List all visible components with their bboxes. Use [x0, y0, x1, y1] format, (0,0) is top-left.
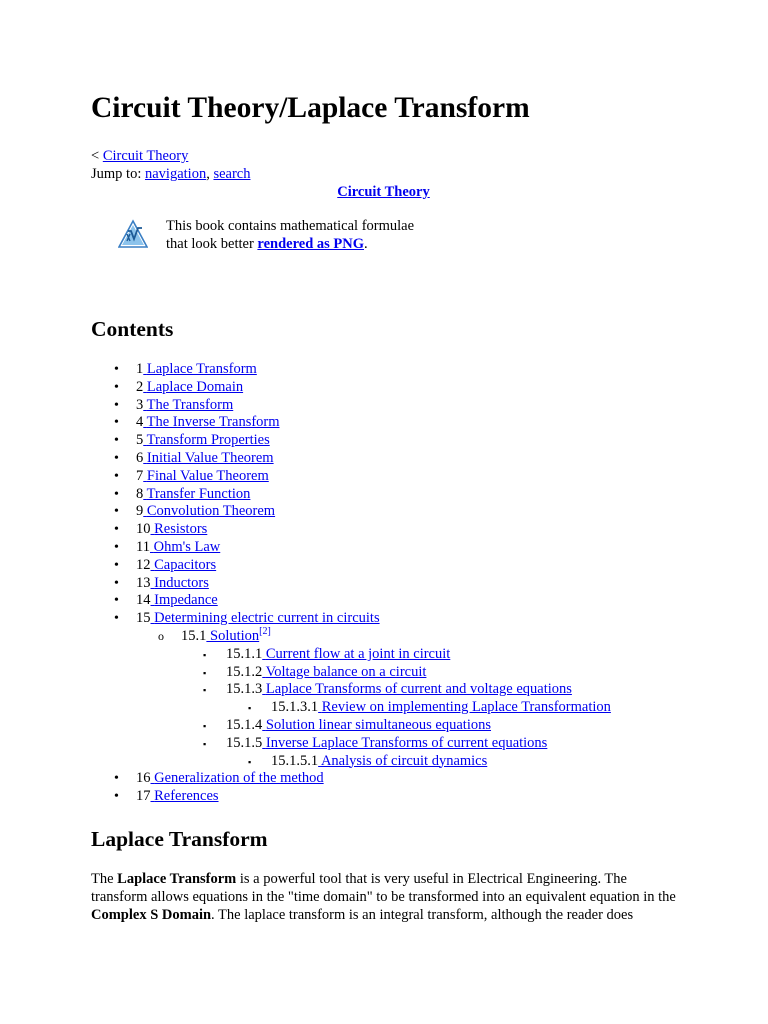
bullet-icon: •: [114, 415, 119, 431]
para-bold-laplace: Laplace Transform: [117, 871, 237, 887]
toc-number: 3: [136, 396, 144, 413]
table-of-contents: [91, 361, 611, 806]
toc-link-text: Solution linear simultaneous equations: [265, 716, 492, 733]
toc-number: 4: [136, 414, 144, 431]
toc-number: 5: [136, 432, 144, 449]
bullet-icon: ▪: [203, 649, 207, 660]
toc-number: 14: [136, 592, 151, 609]
toc-item: [91, 628, 611, 646]
toc-link-text: Final Value Theorem: [146, 467, 269, 484]
jump-label: Jump to:: [91, 166, 145, 182]
toc-item: [91, 717, 611, 735]
toc-link-text: Generalization of the method: [154, 770, 324, 787]
toc-number: 1: [136, 361, 144, 377]
intro-paragraph: [91, 870, 681, 924]
notice-line-2: [166, 235, 466, 253]
toc-link-text: Ohm's Law: [153, 538, 221, 555]
toc-link[interactable]: [262, 646, 450, 662]
bullet-icon: ▪: [203, 738, 207, 749]
breadcrumb-link[interactable]: Circuit Theory: [102, 148, 189, 164]
bullet-icon: •: [114, 468, 119, 484]
toc-item: [91, 699, 611, 717]
toc-link[interactable]: [143, 361, 257, 377]
bullet-icon: •: [114, 486, 119, 502]
toc-number: 15.1.1: [226, 645, 263, 662]
toc-link-text: The Inverse Transform: [146, 414, 280, 431]
toc-number: 16: [136, 770, 151, 787]
toc-link-text: Analysis of circuit dynamics: [320, 752, 488, 769]
section-heading: Laplace Transform: [91, 827, 268, 851]
toc-number: 2: [136, 378, 144, 395]
toc-link[interactable]: [151, 521, 208, 537]
toc-link[interactable]: [206, 628, 259, 644]
toc-number: 6: [136, 449, 144, 466]
toc-item: [91, 788, 611, 806]
toc-link[interactable]: [151, 557, 217, 573]
book-title: [91, 183, 676, 201]
toc-number: 17: [136, 788, 151, 805]
bullet-icon: ▪: [248, 756, 252, 767]
toc-link-text: Laplace Transforms of current and voltage equations: [265, 681, 572, 698]
breadcrumb: [91, 147, 188, 165]
toc-number: 15.1: [181, 627, 207, 644]
toc-number: 11: [136, 538, 150, 555]
toc-number: 15.1.4: [226, 716, 263, 733]
bullet-icon: ▪: [203, 720, 207, 731]
toc-link-text: Impedance: [154, 592, 218, 609]
toc-link[interactable]: [151, 770, 324, 786]
toc-link-text: The Transform: [146, 396, 234, 413]
bullet-icon: •: [114, 362, 119, 377]
notice-message: [166, 217, 466, 253]
bullet-icon: •: [114, 450, 119, 466]
bullet-icon: •: [114, 397, 119, 413]
toc-link[interactable]: [318, 699, 611, 715]
reference-superscript[interactable]: [2]: [259, 626, 271, 638]
toc-link-text: Convolution Theorem: [146, 503, 276, 520]
bullet-icon: •: [114, 504, 119, 520]
bullet-icon: •: [114, 593, 119, 609]
toc-link[interactable]: [262, 664, 426, 680]
toc-link-text: Laplace Transform: [146, 361, 257, 377]
toc-link[interactable]: [262, 681, 572, 697]
bullet-icon: •: [114, 575, 119, 591]
toc-item: [91, 503, 611, 521]
toc-number: 15.1.5: [226, 734, 263, 751]
toc-link-text: Transfer Function: [146, 485, 251, 502]
book-link[interactable]: Circuit Theory: [337, 184, 430, 200]
math-formula-icon: [118, 219, 148, 249]
toc-link-text: Voltage balance on a circuit: [265, 663, 427, 680]
toc-link[interactable]: [150, 539, 220, 555]
toc-link[interactable]: [262, 735, 547, 751]
bullet-icon: •: [114, 557, 119, 573]
toc-number: 15.1.2: [226, 663, 263, 680]
toc-link[interactable]: [318, 753, 487, 769]
bullet-icon: •: [114, 771, 119, 787]
toc-number: 12: [136, 556, 151, 573]
toc-link-text: Inverse Laplace Transforms of current equations: [265, 734, 548, 751]
toc-item: [91, 539, 611, 557]
toc-number: 15: [136, 610, 151, 627]
toc-link-text: Resistors: [154, 521, 208, 538]
toc-number: 15.1.3.1: [271, 699, 319, 716]
toc-link[interactable]: [143, 414, 279, 430]
bullet-icon: •: [114, 379, 119, 395]
toc-link-text: Capacitors: [154, 556, 217, 573]
jump-to: [91, 165, 250, 183]
toc-link[interactable]: [143, 450, 273, 466]
toc-item: [91, 575, 611, 593]
notice-line-2-prefix: that look better: [166, 236, 258, 252]
bullet-icon: ▪: [203, 667, 207, 678]
toc-link[interactable]: [151, 610, 380, 626]
para-text-1: The: [91, 871, 118, 887]
toc-link-text: Initial Value Theorem: [146, 449, 274, 466]
toc-item: [91, 664, 611, 682]
toc-item: [91, 557, 611, 575]
jump-navigation-link[interactable]: navigation: [144, 166, 207, 182]
bullet-icon: •: [114, 522, 119, 538]
page-title: Circuit Theory/Laplace Transform: [91, 92, 530, 124]
bullet-icon: •: [114, 611, 119, 627]
toc-item: [91, 450, 611, 468]
para-bold-complex-s: Complex S Domain: [91, 907, 212, 923]
notice-line-2-suffix: .: [364, 236, 368, 252]
toc-number: 10: [136, 521, 151, 538]
bullet-icon: o: [158, 628, 164, 643]
bullet-icon: ▪: [203, 685, 207, 696]
bullet-icon: ▪: [248, 703, 252, 714]
toc-number: 8: [136, 485, 144, 502]
para-text-2: is a powerful tool that is very useful in Electrical Engineering. The transform allows equations in the "time domain" to be transformed into an equivalent equation in the: [91, 871, 676, 905]
contents-heading: Contents: [91, 317, 174, 341]
toc-item: [91, 681, 611, 699]
toc-item: [91, 646, 611, 664]
toc-item: [91, 770, 611, 788]
toc-number: 15.1.5.1: [271, 752, 319, 769]
toc-link[interactable]: [143, 486, 250, 502]
toc-number: 13: [136, 574, 151, 591]
toc-link-text: Solution: [210, 627, 260, 644]
bullet-icon: •: [114, 433, 119, 449]
rendered-as-png-link[interactable]: rendered as PNG: [257, 236, 365, 252]
toc-link-text: References: [154, 788, 219, 805]
toc-link-text: Determining electric current in circuits: [154, 610, 380, 627]
toc-link-text: Transform Properties: [146, 432, 270, 449]
toc-link[interactable]: [262, 717, 491, 733]
toc-item: [91, 610, 611, 628]
toc-link[interactable]: [143, 397, 233, 413]
notice-line-1: This book contains mathematical formulae: [166, 218, 415, 234]
toc-item: [91, 379, 611, 397]
toc-item: [91, 432, 611, 450]
toc-item: [91, 753, 611, 771]
breadcrumb-prefix: <: [91, 148, 103, 164]
jump-separator: ,: [206, 166, 214, 182]
toc-link[interactable]: [143, 379, 243, 395]
toc-number: 15.1.3: [226, 681, 263, 698]
toc-item: [91, 486, 611, 504]
para-text-3: . The laplace transform is an integral transform, although the reader does: [211, 907, 634, 923]
toc-item: [91, 361, 611, 379]
toc-link-text: Review on implementing Laplace Transformation: [321, 699, 611, 716]
toc-link[interactable]: [151, 592, 218, 608]
bullet-icon: •: [114, 789, 119, 805]
toc-link[interactable]: [143, 432, 269, 448]
toc-link[interactable]: [143, 468, 269, 484]
toc-link[interactable]: [143, 503, 275, 519]
toc-number: 7: [136, 467, 144, 484]
toc-item: [91, 592, 611, 610]
bullet-icon: •: [114, 539, 119, 555]
toc-link-text: Inductors: [154, 574, 209, 591]
toc-item: [91, 414, 611, 432]
toc-item: [91, 521, 611, 539]
toc-link[interactable]: [151, 575, 209, 591]
jump-search-link[interactable]: search: [213, 166, 251, 182]
toc-link-text: Laplace Domain: [146, 378, 244, 395]
toc-link[interactable]: [151, 788, 219, 804]
toc-number: 9: [136, 503, 144, 520]
toc-item: [91, 468, 611, 486]
toc-item: [91, 397, 611, 415]
toc-link-text: Current flow at a joint in circuit: [265, 645, 451, 662]
toc-item: [91, 735, 611, 753]
